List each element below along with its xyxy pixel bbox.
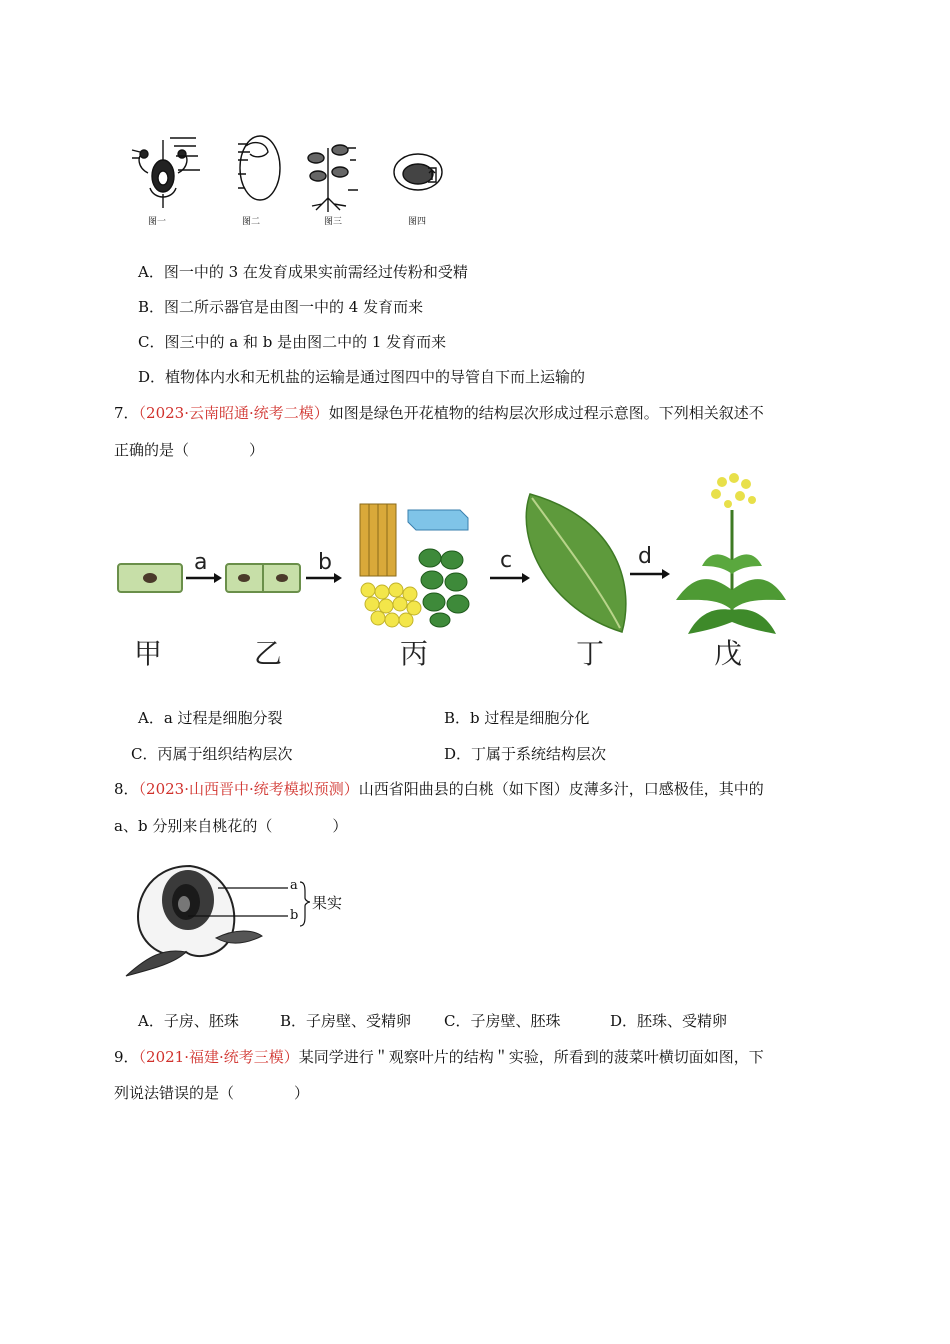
stage-label-jia: 甲 xyxy=(134,637,163,670)
seedling-diagram xyxy=(308,145,358,212)
fig-label-4: 图四 xyxy=(408,217,427,227)
q7-option-d[interactable]: D．丁属于系统结构层次 xyxy=(444,745,607,763)
q9-stem-1: 某同学进行＂观察叶片的结构＂实验，所看到的菠菜叶横切面如图，下 xyxy=(298,1048,764,1066)
stage-label-wu: 戊 xyxy=(714,637,743,670)
q7-stem-1: 如图是绿色开花植物的结构层次形成过程示意图。下列相关叙述不 xyxy=(328,404,764,422)
q8-option-a[interactable]: A．子房、胚珠 xyxy=(138,1012,239,1030)
q9-source: （2021·福建·统考三模） xyxy=(138,1048,299,1066)
stage-label-yi: 乙 xyxy=(254,637,283,670)
q6-option-a[interactable]: A．图一中的 3 在发育成果实前需经过传粉和受精 xyxy=(138,263,468,281)
arrow-label-d: d xyxy=(638,544,652,569)
q7-stem-line1 xyxy=(114,403,764,423)
q6-option-d[interactable]: D．植物体内水和无机盐的运输是通过图四中的导管自下而上运输的 xyxy=(138,368,586,386)
q8-option-d[interactable]: D．胚珠、受精卵 xyxy=(610,1012,728,1030)
q8-stem-line2: a、b 分别来自桃花的（ ） xyxy=(114,817,348,835)
flower-diagram xyxy=(132,138,200,208)
stage-label-bing: 丙 xyxy=(400,637,429,670)
q8-source: （2023·山西晋中·统考模拟预测） xyxy=(138,780,359,798)
stage-label-ding: 丁 xyxy=(576,637,605,670)
arrow-label-b: b xyxy=(318,550,332,575)
peach-label-fruit: 果实 xyxy=(312,894,343,912)
q9-stem-line2: 列说法错误的是（ ） xyxy=(114,1084,310,1102)
cell-yi xyxy=(226,564,300,592)
q6-figure xyxy=(118,128,448,228)
fig-label-3: 图三 xyxy=(324,217,343,227)
fig-label-1: 图一 xyxy=(148,217,167,227)
q7-stem-line2: 正确的是（ ） xyxy=(114,441,265,459)
q8-figure xyxy=(118,852,358,982)
q8-option-b[interactable]: B．子房壁、受精卵 xyxy=(280,1012,412,1030)
stem-section-diagram xyxy=(394,154,442,190)
arrow-label-c: c xyxy=(500,548,513,573)
tissues-bing xyxy=(360,504,469,627)
fig-label-2: 图二 xyxy=(242,217,261,227)
q7-number: 7． xyxy=(114,404,139,422)
q9-stem-line1 xyxy=(114,1047,764,1067)
q7-option-c[interactable]: C．丙属于组织结构层次 xyxy=(131,745,293,763)
plant-wu xyxy=(676,473,786,634)
q8-number: 8． xyxy=(114,780,139,798)
q8-stem-line1 xyxy=(114,779,764,799)
peach-diagram xyxy=(118,852,358,982)
peach-label-b: b xyxy=(290,908,299,923)
q7-option-a[interactable]: A．a 过程是细胞分裂 xyxy=(138,709,283,727)
q6-figure-drawings xyxy=(118,128,448,228)
arrow-label-a: a xyxy=(194,550,208,575)
q9-number: 9． xyxy=(114,1048,139,1066)
q7-option-b[interactable]: B．b 过程是细胞分化 xyxy=(444,709,590,727)
seed-diagram xyxy=(238,136,280,200)
cell-jia xyxy=(118,564,182,592)
leaf-ding xyxy=(526,494,626,632)
q6-option-c[interactable]: C．图三中的 a 和 b 是由图二中的 1 发育而来 xyxy=(138,333,447,351)
q8-stem-1: 山西省阳曲县的白桃（如下图）皮薄多汁，口感极佳，其中的 xyxy=(358,780,764,798)
q7-figure xyxy=(110,470,810,675)
q7-source: （2023·云南昭通·统考二模） xyxy=(138,404,329,422)
q7-figure-drawings xyxy=(110,470,810,675)
q8-option-c[interactable]: C．子房壁、胚珠 xyxy=(444,1012,561,1030)
peach-label-a: a xyxy=(290,878,298,893)
q6-option-b[interactable]: B．图二所示器官是由图一中的 4 发育而来 xyxy=(138,298,424,316)
